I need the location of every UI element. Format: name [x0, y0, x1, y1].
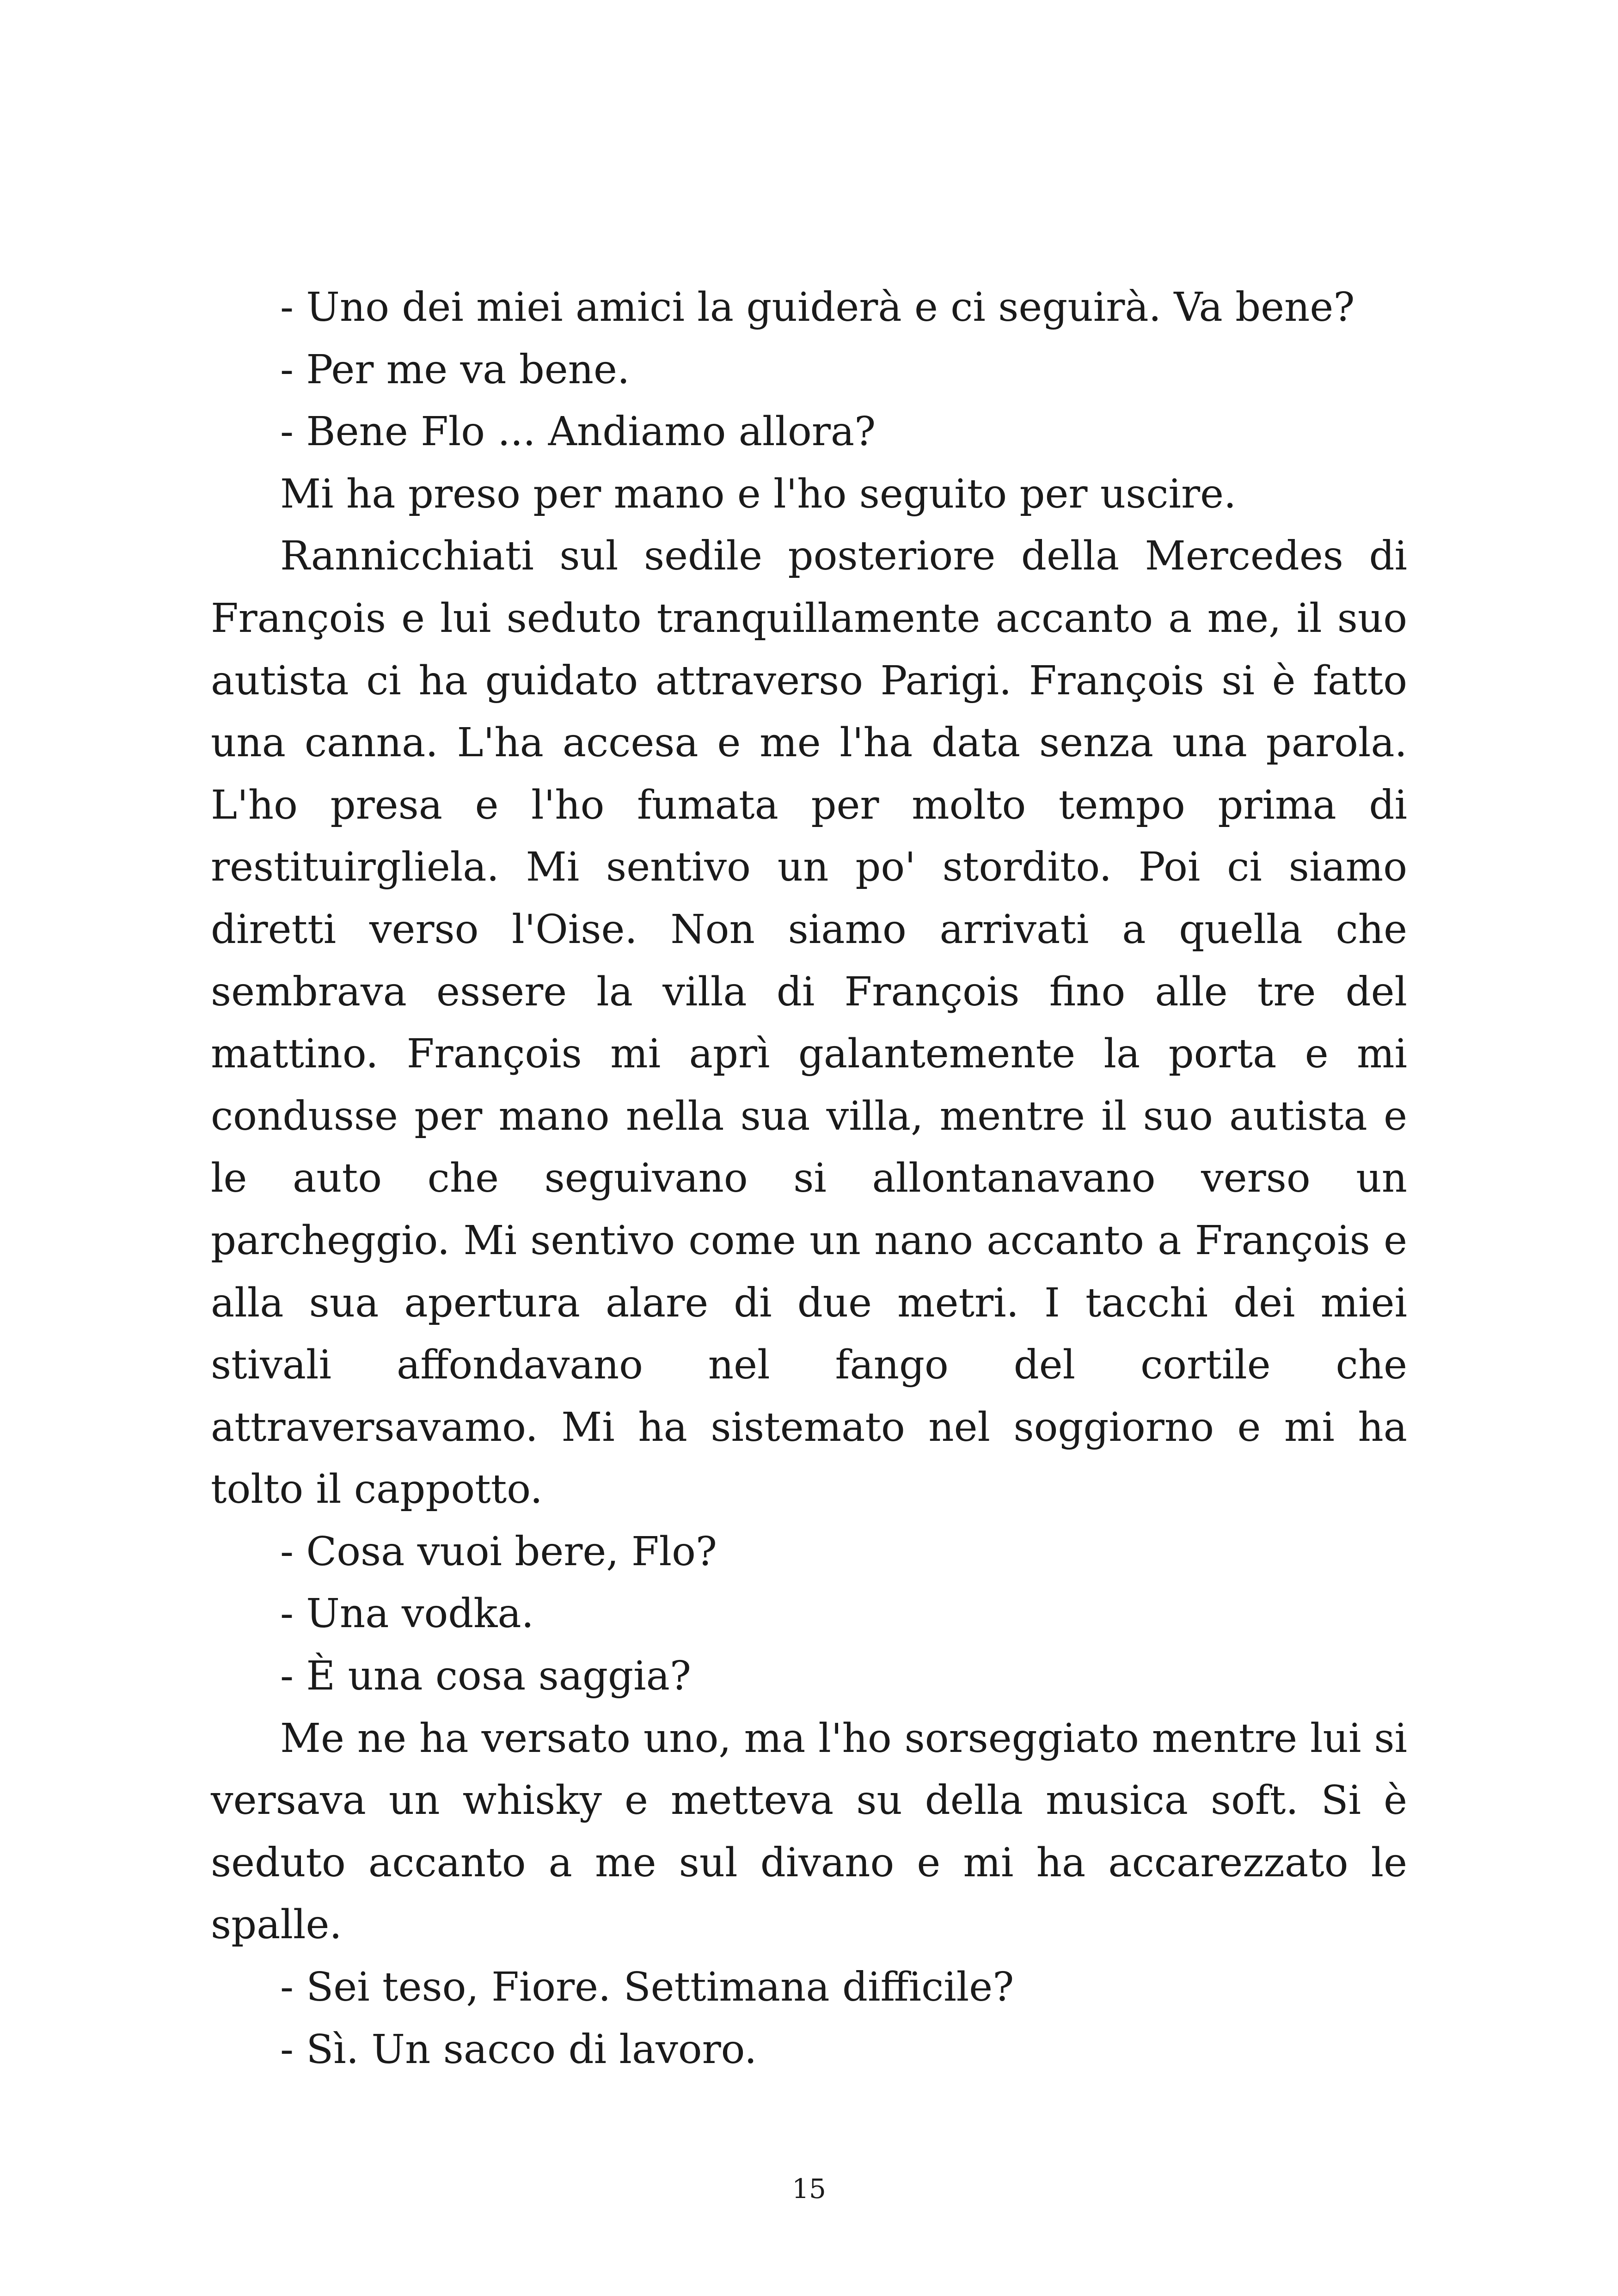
dialogue-line: - Uno dei miei amici la guiderà e ci seguirà. Va bene?	[280, 284, 1355, 331]
dialogue-line: - Una vodka.	[280, 1591, 534, 1637]
narrative-paragraph: Rannicchiati sul sedile posteriore della Mercedes di François e lui seduto tranquillamente accanto a me, il suo autista ci ha guidato attraverso Parigi. François si è fatto una canna. L'ha accesa e me l'ha data senza una parola. L'ho presa e l'ho fumata per molto tempo prima di restituirgliela. Mi sentivo un po' stordito. Poi ci siamo diretti verso l'Oise. Non siamo arrivati a quella che sembrava essere la villa di François fino alle tre del mattino. François mi aprì galantemente la porta e mi condusse per mano nella sua villa, mentre il suo autista e le auto che seguivano si allontanavano verso un parcheggio. Mi sentivo come un nano accanto a François e alla sua apertura alare di due metri. I tacchi dei miei stivali affondavano nel fango del cortile che attraversavamo. Mi ha sistemato nel soggiorno e mi ha tolto il cappotto.	[211, 533, 1407, 1513]
dialogue-line: - Sei teso, Fiore. Settimana difficile?	[280, 1964, 1014, 2011]
dialogue-line: - Per me va bene.	[280, 346, 630, 393]
narrative-paragraph: Me ne ha versato uno, ma l'ho sorseggiato mentre lui si versava un whisky e metteva su della musica soft. Si è seduto accanto a me sul divano e mi ha accarezzato le spalle.	[211, 1715, 1407, 1948]
page-number: 15	[792, 2173, 826, 2204]
narrative-paragraph: Mi ha preso per mano e l'ho seguito per uscire.	[280, 471, 1237, 517]
body-text	[211, 276, 1407, 2081]
dialogue-line: - Sì. Un sacco di lavoro.	[280, 2026, 757, 2073]
dialogue-line: - Cosa vuoi bere, Flo?	[280, 1528, 717, 1575]
dialogue-line: - Bene Flo ... Andiamo allora?	[280, 409, 876, 455]
dialogue-line: - È una cosa saggia?	[280, 1653, 691, 1700]
